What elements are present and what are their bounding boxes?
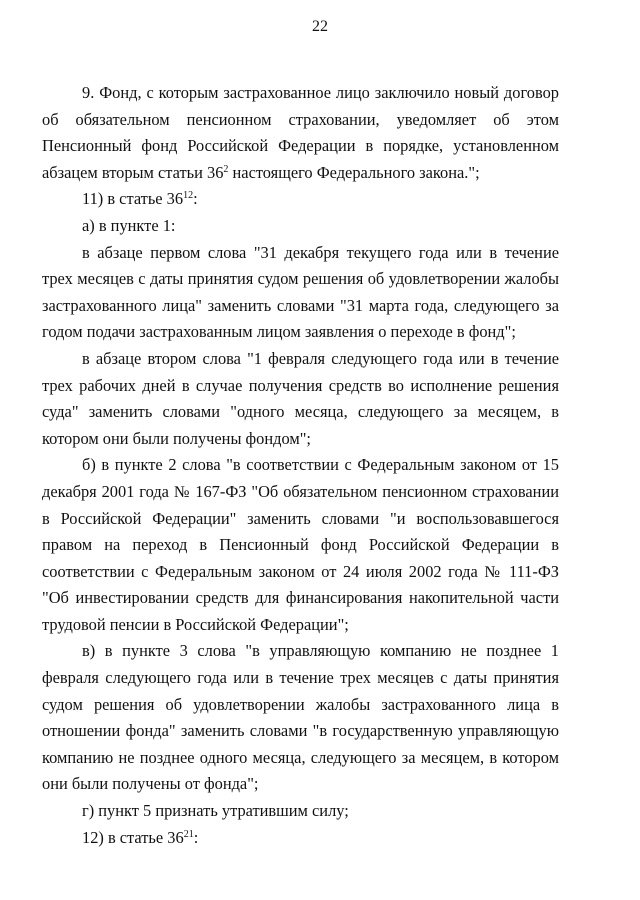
paragraph-text: 11) в статье 36 (82, 189, 184, 209)
superscript: 12 (183, 190, 194, 202)
paragraph-text: 12) в статье 36 (82, 827, 184, 847)
paragraph-subitem-v: в) в пункте 3 слова "в управляющую компанию не позднее 1 февраля следующего года или в течение трех месяцев с даты принятия судом решения об удовлетворении жалобы застрахованного лица в отношении фонда" заменить словами "в государственную управляющую компанию не позднее одного месяца, следующего за месяцем, в котором они были получены от фонда"; (42, 641, 559, 794)
superscript: 2 (223, 163, 229, 175)
paragraph-item-9 (42, 80, 559, 186)
paragraph-text: 9. Фонд, с которым застрахованное лицо заключило новый договор об обязательном пенсионном страховании, уведомляет об этом Пенсионный фонд Российской Федерации в порядке, установленном абзацем вторым статьи 36 (42, 83, 559, 182)
paragraph-subitem-a-abzac-2: в абзаце втором слова "1 февраля следующего года или в течение трех рабочих дней в случае получения средств во исполнение решения суда" заменить словами "одного месяца, следующего за месяцем, в котором они были получены фондом"; (42, 348, 559, 448)
page-number: 22 (312, 18, 328, 35)
paragraph-text: : (193, 189, 198, 209)
paragraph-subitem-g: г) пункт 5 признать утратившим силу; (82, 801, 349, 821)
paragraph-subitem-a-abzac-1: в абзаце первом слова "31 декабря текущего года или в течение трех месяцев с даты принятия судом решения об удовлетворении жалобы застрахованного лица" заменить словами "31 марта года, следующего за годом подачи застрахованным лицом заявления о переходе в фонд"; (42, 242, 559, 342)
paragraph-item-11 (42, 186, 559, 213)
paragraph-item-12 (42, 825, 559, 852)
paragraph-text: : (193, 827, 199, 847)
paragraph-subitem-b: б) в пункте 2 слова "в соответствии с Федеральным законом от 15 декабря 2001 года № 167-ФЗ "Об обязательном пенсионном страховании в Российской Федерации" заменить словами "и воспользовавшегося правом на переход в Пенсионный фонд Российской Федерации в соответствии с Федеральным законом от 24 июля 2002 года № 111-ФЗ "Об инвестировании средств для финансирования накопительной части трудовой пенсии в Российской Федерации"; (42, 455, 559, 634)
superscript: 21 (183, 828, 194, 840)
document-body (42, 80, 559, 851)
paragraph-subitem-a: а) в пункте 1: (82, 215, 176, 235)
paragraph-text: настоящего Федерального закона."; (228, 162, 480, 182)
